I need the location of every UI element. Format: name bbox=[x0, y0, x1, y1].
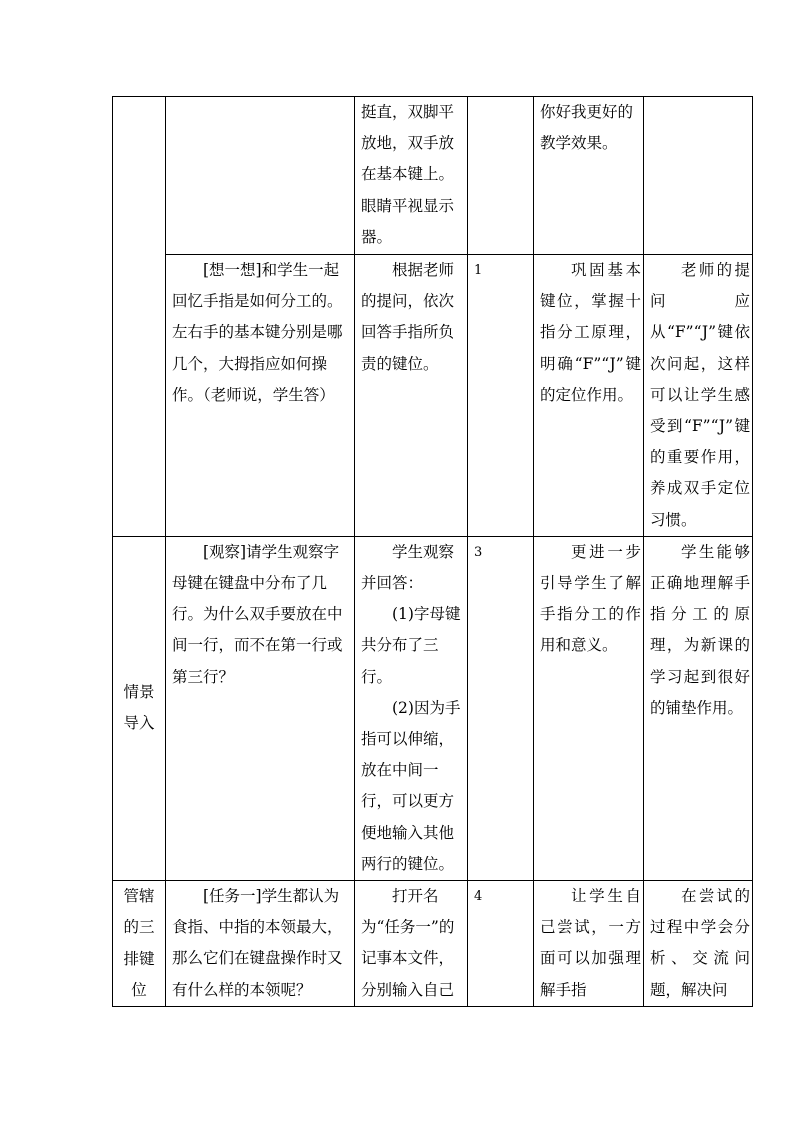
table-row bbox=[113, 881, 753, 1007]
note-cell bbox=[644, 536, 753, 880]
note-cell bbox=[644, 255, 753, 537]
student-activity-cell bbox=[355, 255, 468, 537]
table-row bbox=[113, 536, 753, 880]
note-text: 学生能够正确地理解手指分工的原理，为新课的学习起到很好的铺垫作用。 bbox=[650, 542, 750, 717]
student-activity-text: 挺直，双脚平放地，双手放在基本键上。眼睛平视显示器。 bbox=[361, 103, 455, 246]
teacher-activity-cell bbox=[166, 255, 355, 537]
minutes-cell: 1 bbox=[468, 255, 534, 537]
minutes-cell: 4 bbox=[468, 881, 534, 1007]
lesson-plan-table bbox=[112, 96, 753, 1007]
note-text: 在尝试的过程中学会分析、交流问题，解决问 bbox=[650, 887, 750, 999]
design-intent-text: 你好我更好的教学效果。 bbox=[540, 103, 634, 153]
design-intent-text: 更进一步引导学生了解手指分工的作用和意义。 bbox=[540, 542, 641, 655]
design-intent-cell bbox=[534, 881, 644, 1007]
teacher-activity-text: [想一想]和学生一起回忆手指是如何分工的。左右手的基本键分别是哪几个，大拇指应如何操作。（老师说，学生答） bbox=[172, 261, 343, 404]
student-activity-text: 打开名为“任务一”的记事本文件，分别输入自己 bbox=[361, 887, 455, 999]
design-intent-cell bbox=[534, 536, 644, 880]
student-activity-text: 根据老师的提问，依次回答手指所负责的键位。 bbox=[361, 261, 455, 373]
student-activity-text: 学生观察并回答： bbox=[361, 542, 455, 593]
teacher-activity-cell bbox=[166, 536, 355, 880]
stage-cell: 管辖的三排键位 bbox=[113, 881, 166, 1007]
stage-cell bbox=[113, 97, 166, 537]
student-activity-cell bbox=[355, 881, 468, 1007]
design-intent-cell bbox=[534, 97, 644, 255]
student-activity-cell bbox=[355, 536, 468, 880]
student-activity-text: (2)因为手指可以伸缩，放在中间一行，可以更方便地输入其他两行的键位。 bbox=[361, 698, 461, 873]
design-intent-cell bbox=[534, 255, 644, 537]
table-row bbox=[113, 255, 753, 537]
note-cell bbox=[644, 881, 753, 1007]
teacher-activity-text: [观察]请学生观察字母键在键盘中分布了几行。为什么双手要放在中间一行，而不在第一行或第三行？ bbox=[172, 542, 343, 686]
design-intent-text: 巩固基本键位，掌握十指分工原理，明确“F”“J”键的定位作用。 bbox=[540, 261, 641, 404]
student-activity-text: (1)字母键共分布了三行。 bbox=[361, 605, 461, 686]
student-activity-cell bbox=[355, 97, 468, 255]
minutes-cell: 3 bbox=[468, 536, 534, 880]
table-row bbox=[113, 97, 753, 255]
minutes-cell bbox=[468, 97, 534, 255]
note-text: 老师的提问应从“F”“J”键依次问起，这样可以让学生感受到“F”“J”键的重要作用，养成双手定位习惯。 bbox=[650, 261, 750, 529]
design-intent-text: 让学生自己尝试，一方面可以加强理解手指 bbox=[540, 887, 641, 999]
note-cell bbox=[644, 97, 753, 255]
stage-cell: 情景导入 bbox=[113, 536, 166, 880]
teacher-activity-text: [任务一]学生都认为食指、中指的本领最大，那么它们在键盘操作时又有什么样的本领呢？ bbox=[172, 887, 343, 999]
teacher-activity-cell bbox=[166, 97, 355, 255]
teacher-activity-cell bbox=[166, 881, 355, 1007]
